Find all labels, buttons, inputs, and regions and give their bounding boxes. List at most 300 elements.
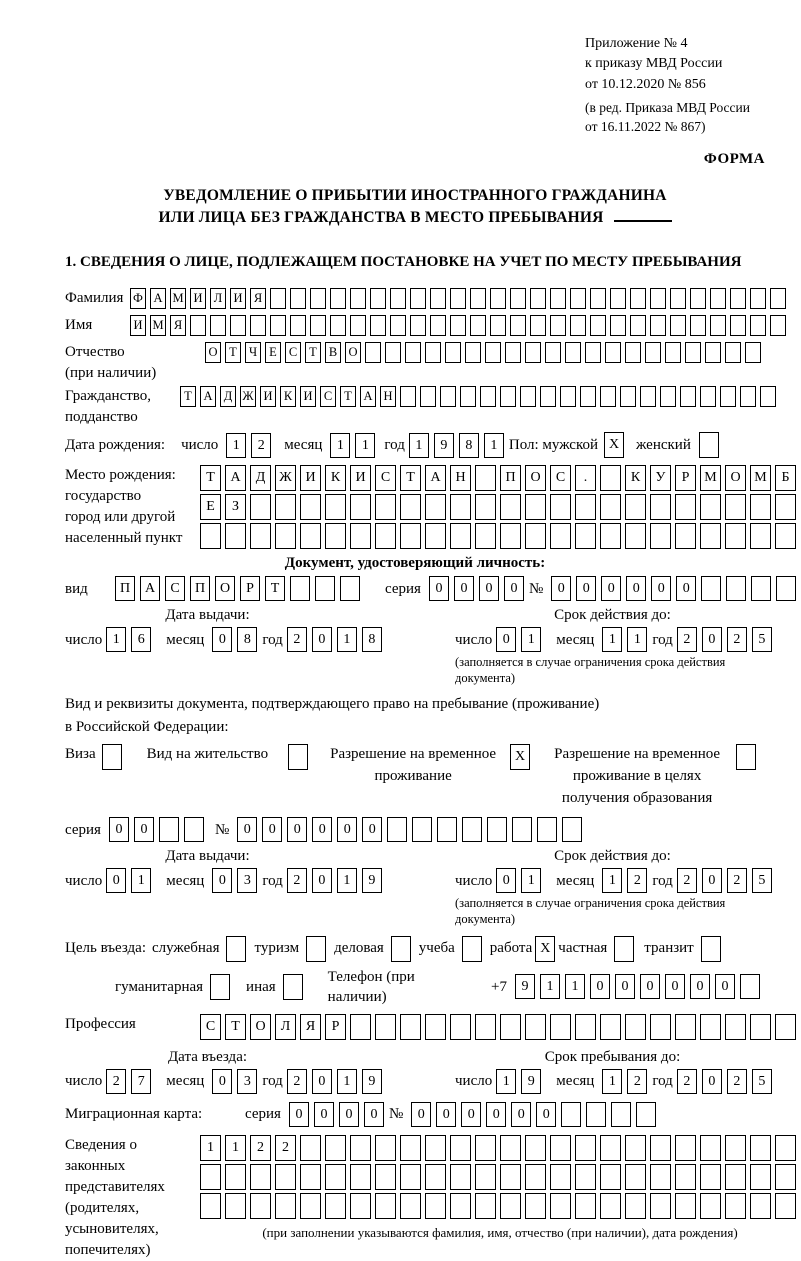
form-cell — [750, 288, 766, 309]
form-cell — [275, 1164, 296, 1190]
form-cell — [400, 1164, 421, 1190]
form-cell — [500, 1135, 521, 1161]
private-checkbox — [614, 936, 634, 962]
form-cell — [610, 315, 626, 336]
form-cell — [575, 1135, 596, 1161]
form-cell — [770, 288, 786, 309]
form-cell — [350, 288, 366, 309]
form-cell — [700, 1135, 721, 1161]
form-cell: Р — [240, 576, 260, 601]
form-cell: Я — [170, 315, 186, 336]
form-cell — [570, 288, 586, 309]
form-cell: 0 — [576, 576, 596, 601]
form-cell — [440, 386, 456, 407]
form-cell — [525, 523, 546, 549]
form-cell — [575, 1014, 596, 1040]
form-cell — [625, 1164, 646, 1190]
form-cell — [700, 386, 716, 407]
form-cell — [600, 386, 616, 407]
form-cell: 0 — [702, 868, 722, 893]
form-cell — [310, 315, 326, 336]
form-cell: М — [750, 465, 771, 491]
sex-male-checkbox: X — [604, 432, 624, 458]
form-cell — [430, 288, 446, 309]
form-cell — [775, 1014, 796, 1040]
form-cell: 1 — [330, 433, 350, 458]
form-cell: И — [230, 288, 246, 309]
form-cell: Н — [450, 465, 471, 491]
form-cell — [405, 342, 421, 363]
form-cell — [605, 342, 621, 363]
form-cell: 7 — [131, 1069, 151, 1094]
form-cell: 0 — [676, 576, 696, 601]
year-label: год — [652, 631, 673, 648]
doc-kind-label: вид — [65, 580, 88, 597]
birth-date-label: Дата рождения: — [65, 436, 166, 453]
form-cell — [325, 523, 346, 549]
form-cell: 0 — [312, 1069, 332, 1094]
form-cell — [610, 288, 626, 309]
work-checkbox: X — [535, 936, 555, 962]
form-cell — [315, 576, 335, 601]
form-cell — [611, 1102, 631, 1127]
form-cell: С — [200, 1014, 221, 1040]
valid-year-cells — [677, 627, 777, 652]
valid-until-row — [455, 627, 777, 652]
migration-card-row — [65, 1102, 765, 1127]
patronymic-label: Отчество (при наличии) — [65, 344, 157, 382]
section1-heading: 1. СВЕДЕНИЯ О ЛИЦЕ, ПОДЛЕЖАЩЕМ ПОСТАНОВКЕ НА УЧЕТ ПО МЕСТУ ПРЕБЫВАНИЯ — [65, 253, 742, 270]
birth-date-row — [65, 432, 765, 458]
birth-place-row — [65, 465, 790, 549]
validity-note: (заполняется в случае ограничения срока действия документа) — [455, 655, 726, 685]
valid-until-heading: Срок действия до: — [554, 848, 671, 865]
tourism-checkbox — [306, 936, 326, 962]
form-cell — [560, 386, 576, 407]
form-cell — [720, 386, 736, 407]
form-cell — [475, 523, 496, 549]
issue-day-cells — [106, 627, 156, 652]
form-cell — [640, 386, 656, 407]
form-cell: М — [170, 288, 186, 309]
form-cell: 0 — [212, 868, 232, 893]
form-cell: С — [165, 576, 185, 601]
form-cell — [445, 342, 461, 363]
representatives-row — [65, 1135, 765, 1261]
form-cell: Е — [265, 342, 281, 363]
form-cell: 2 — [677, 868, 697, 893]
form-cell: 0 — [314, 1102, 334, 1127]
citizenship-label: Гражданство, подданство — [65, 388, 152, 426]
entry-date-row — [65, 1069, 455, 1094]
form-cell — [650, 288, 666, 309]
form-cell — [190, 315, 206, 336]
phone-prefix: +7 — [491, 978, 507, 995]
form-cell — [325, 494, 346, 520]
form-cell: Т — [200, 465, 221, 491]
form-cell — [750, 1135, 771, 1161]
residence-doc-intro: Вид и реквизиты документа, подтверждающего право на пребывание (проживание) в Российской Федерации: — [65, 695, 600, 735]
form-cell — [750, 1164, 771, 1190]
form-cell — [200, 1193, 221, 1219]
purpose-tourism: туризм — [254, 936, 326, 962]
month-label: месяц — [556, 872, 595, 889]
form-cell — [745, 342, 761, 363]
form-cell: 0 — [702, 627, 722, 652]
form-cell: 1 — [226, 433, 246, 458]
form-cell: Т — [225, 342, 241, 363]
profession-cells — [200, 1014, 800, 1040]
form-cell — [325, 1135, 346, 1161]
day-label: число — [65, 872, 103, 889]
form-cell — [625, 494, 646, 520]
form-cell — [250, 1193, 271, 1219]
representatives-cells — [200, 1135, 800, 1242]
form-cell — [370, 288, 386, 309]
form-cell: Ж — [275, 465, 296, 491]
valid-until-heading: Срок действия до: — [554, 607, 671, 624]
form-cell — [575, 1193, 596, 1219]
visit-purpose-row1 — [65, 936, 765, 962]
form-cell: 0 — [312, 627, 332, 652]
form-cell — [700, 494, 721, 520]
form-cell — [750, 523, 771, 549]
phone-label: Телефон (при наличии) — [327, 968, 415, 1005]
form-cell: О — [215, 576, 235, 601]
form-cell — [410, 288, 426, 309]
form-cell — [375, 1164, 396, 1190]
form-cell: 2 — [287, 627, 307, 652]
form-cell — [490, 315, 506, 336]
birth-place-cells-row2 — [200, 494, 800, 520]
form-cell — [575, 494, 596, 520]
form-cell — [562, 817, 582, 842]
form-cell: 1 — [225, 1135, 246, 1161]
option-temp-residence-education: Разрешение на временное проживание в целях получения образования — [546, 744, 756, 809]
form-cell — [450, 494, 471, 520]
form-cell — [450, 1014, 471, 1040]
form-cell — [701, 576, 721, 601]
form-cell — [630, 288, 646, 309]
form-cell: К — [280, 386, 296, 407]
form-cell: В — [325, 342, 341, 363]
valid-until-row — [455, 868, 777, 893]
form-cell — [645, 342, 661, 363]
valid-year-cells — [677, 868, 777, 893]
form-cell — [350, 1193, 371, 1219]
form-cell — [275, 494, 296, 520]
form-cell — [450, 1135, 471, 1161]
form-cell — [270, 288, 286, 309]
form-cell: 2 — [287, 868, 307, 893]
form-cell — [425, 1193, 446, 1219]
form-cell — [750, 1193, 771, 1219]
purpose-official: служебная — [152, 936, 247, 962]
day-label: число — [455, 1073, 493, 1090]
form-cell: С — [285, 342, 301, 363]
form-cell: 2 — [727, 868, 747, 893]
form-cell: 0 — [436, 1102, 456, 1127]
form-cell: Д — [220, 386, 236, 407]
surname-row — [65, 288, 765, 309]
form-cell: М — [700, 465, 721, 491]
form-cell — [375, 1014, 396, 1040]
form-cell: 1 — [131, 868, 151, 893]
form-cell — [425, 523, 446, 549]
form-cell — [530, 315, 546, 336]
doc-series-cells — [429, 576, 529, 601]
title-blank-underline — [614, 220, 672, 222]
form-cell: Р — [325, 1014, 346, 1040]
form-cell: 0 — [504, 576, 524, 601]
form-cell — [675, 1014, 696, 1040]
representatives-note: (при заполнении указываются фамилия, имя, отчество (при наличии), дата рождения) — [262, 1225, 738, 1241]
form-cell — [465, 342, 481, 363]
form-cell: 3 — [237, 1069, 257, 1094]
birth-month-cells — [330, 433, 380, 458]
form-cell — [675, 523, 696, 549]
form-cell: Т — [340, 386, 356, 407]
form-cell: 1 — [565, 974, 585, 999]
option-visa: Виза — [65, 744, 122, 770]
form-cell: П — [500, 465, 521, 491]
form-cell — [725, 1135, 746, 1161]
month-label: месяц — [556, 631, 595, 648]
form-cell — [550, 288, 566, 309]
surname-label: Фамилия — [65, 290, 124, 307]
temp-residence-education-checkbox — [736, 744, 756, 770]
form-cell: 0 — [312, 868, 332, 893]
form-cell: 1 — [602, 627, 622, 652]
birth-place-label: Место рождения: государство город или другой населенный пункт — [65, 467, 183, 547]
migration-card-label: Миграционная карта: — [65, 1106, 203, 1123]
form-cell — [375, 523, 396, 549]
form-cell: 0 — [362, 817, 382, 842]
entry-date-heading: Дата въезда: — [167, 1049, 248, 1066]
form-cell: 2 — [250, 1135, 271, 1161]
form-cell — [600, 1135, 621, 1161]
form-cell: Б — [775, 465, 796, 491]
form-cell: Т — [265, 576, 285, 601]
form-cell — [290, 288, 306, 309]
form-cell: О — [725, 465, 746, 491]
form-cell — [225, 1193, 246, 1219]
stay-year-cells — [677, 1069, 777, 1094]
form-cell — [636, 1102, 656, 1127]
form-cell — [290, 315, 306, 336]
form-cell — [350, 1135, 371, 1161]
form-cell: 0 — [486, 1102, 506, 1127]
birth-place-cells — [200, 465, 800, 549]
form-cell — [450, 288, 466, 309]
form-cell — [512, 817, 532, 842]
form-cell — [730, 315, 746, 336]
form-cell: 1 — [496, 1069, 516, 1094]
form-cell — [670, 288, 686, 309]
purpose-work: работа X — [490, 936, 556, 962]
form-cell: 0 — [496, 868, 516, 893]
form-cell: Н — [380, 386, 396, 407]
citizenship-row — [65, 386, 765, 428]
form-cell — [726, 576, 746, 601]
form-cell — [545, 342, 561, 363]
form-cell: 0 — [511, 1102, 531, 1127]
form-cell: О — [525, 465, 546, 491]
form-cell — [350, 494, 371, 520]
form-cell — [530, 288, 546, 309]
residence-series-cells — [109, 817, 209, 842]
form-cell: Л — [275, 1014, 296, 1040]
form-cell — [525, 1014, 546, 1040]
form-cell: Т — [180, 386, 196, 407]
form-cell — [550, 1193, 571, 1219]
form-cell: 0 — [289, 1102, 309, 1127]
stay-day-cells — [496, 1069, 546, 1094]
form-cell: 9 — [362, 1069, 382, 1094]
form-cell: Ф — [130, 288, 146, 309]
year-label: год — [262, 1073, 283, 1090]
form-cell: 1 — [200, 1135, 221, 1161]
form-cell: Я — [250, 288, 266, 309]
form-cell: И — [300, 465, 321, 491]
month-label: месяц — [166, 1073, 205, 1090]
form-cell — [675, 1135, 696, 1161]
profession-row — [65, 1014, 765, 1040]
form-cell — [450, 315, 466, 336]
year-label: год — [652, 872, 673, 889]
form-cell — [425, 1164, 446, 1190]
form-cell: 0 — [337, 817, 357, 842]
temp-residence-checkbox: X — [510, 744, 530, 770]
form-cell — [550, 494, 571, 520]
form-cell: О — [205, 342, 221, 363]
month-label: месяц — [166, 631, 205, 648]
form-cell — [510, 288, 526, 309]
form-cell: 1 — [355, 433, 375, 458]
form-cell: 9 — [515, 974, 535, 999]
form-cell: 0 — [496, 627, 516, 652]
day-label: число — [65, 631, 103, 648]
form-cell — [425, 1135, 446, 1161]
form-cell: 1 — [409, 433, 429, 458]
birth-year-cells — [409, 433, 509, 458]
valid-day-cells — [496, 868, 546, 893]
form-cell — [750, 494, 771, 520]
form-cell — [525, 1135, 546, 1161]
purpose-study: учеба — [419, 936, 482, 962]
form-cell: С — [375, 465, 396, 491]
form-cell — [570, 315, 586, 336]
form-cell — [505, 342, 521, 363]
form-cell: Д — [250, 465, 271, 491]
official-checkbox — [226, 936, 246, 962]
form-cell — [250, 523, 271, 549]
form-cell — [625, 1193, 646, 1219]
header-reference — [585, 34, 765, 137]
form-cell — [475, 465, 496, 491]
entry-year-cells — [287, 1069, 387, 1094]
form-cell — [625, 1014, 646, 1040]
form-cell — [740, 386, 756, 407]
form-cell — [650, 1193, 671, 1219]
form-cell — [725, 1014, 746, 1040]
stay-until-heading: Срок пребывания до: — [544, 1049, 681, 1066]
form-cell: 8 — [459, 433, 479, 458]
option-temp-residence: Разрешение на временное проживание X — [324, 744, 530, 788]
form-cell — [537, 817, 557, 842]
form-cell — [700, 1014, 721, 1040]
form-cell: 0 — [212, 1069, 232, 1094]
form-cell — [430, 315, 446, 336]
year-label: год — [384, 436, 405, 453]
form-cell — [325, 1164, 346, 1190]
form-cell — [462, 817, 482, 842]
residence-series-label: серия — [65, 821, 101, 838]
form-cell — [690, 315, 706, 336]
form-cell — [705, 342, 721, 363]
form-cell — [550, 1135, 571, 1161]
form-cell — [387, 817, 407, 842]
form-cell — [750, 315, 766, 336]
form-cell — [650, 494, 671, 520]
form-cell — [675, 1164, 696, 1190]
form-cell: 0 — [454, 576, 474, 601]
citizenship-cells — [180, 386, 780, 407]
form-cell — [350, 1014, 371, 1040]
form-cell: П — [190, 576, 210, 601]
form-cell: 1 — [106, 627, 126, 652]
form-cell: 1 — [337, 627, 357, 652]
form-cell: 2 — [727, 1069, 747, 1094]
form-cell — [700, 1193, 721, 1219]
option-residence-permit: Вид на жительство — [147, 744, 308, 770]
form-cell: 0 — [479, 576, 499, 601]
residence-options-row — [65, 744, 765, 809]
form-cell — [375, 1135, 396, 1161]
visit-purpose-label: Цель въезда: — [65, 940, 146, 957]
form-cell: 2 — [727, 627, 747, 652]
entry-month-cells — [212, 1069, 262, 1094]
form-cell — [184, 817, 204, 842]
form-cell: 2 — [627, 868, 647, 893]
form-cell — [300, 494, 321, 520]
purpose-business: деловая — [334, 936, 411, 962]
form-cell — [500, 523, 521, 549]
form-cell — [770, 315, 786, 336]
form-cell — [775, 1193, 796, 1219]
form-cell: 9 — [521, 1069, 541, 1094]
form-cell — [561, 1102, 581, 1127]
header-edition-line: (в ред. Приказа МВД России — [585, 99, 750, 115]
form-cell: 0 — [536, 1102, 556, 1127]
month-label: месяц — [166, 872, 205, 889]
representatives-cells-row2 — [200, 1164, 800, 1190]
surname-cells — [130, 288, 790, 309]
form-cell — [550, 1164, 571, 1190]
form-cell — [650, 1135, 671, 1161]
form-cell — [700, 1164, 721, 1190]
form-cell: 8 — [362, 627, 382, 652]
form-cell — [340, 576, 360, 601]
issue-day-cells — [106, 868, 156, 893]
form-cell: А — [150, 288, 166, 309]
form-cell: 0 — [134, 817, 154, 842]
form-cell — [310, 288, 326, 309]
form-cell: А — [425, 465, 446, 491]
form-cell — [300, 1164, 321, 1190]
identity-doc-heading: Документ, удостоверяющий личность: — [284, 555, 546, 572]
profession-label: Профессия — [65, 1016, 136, 1033]
